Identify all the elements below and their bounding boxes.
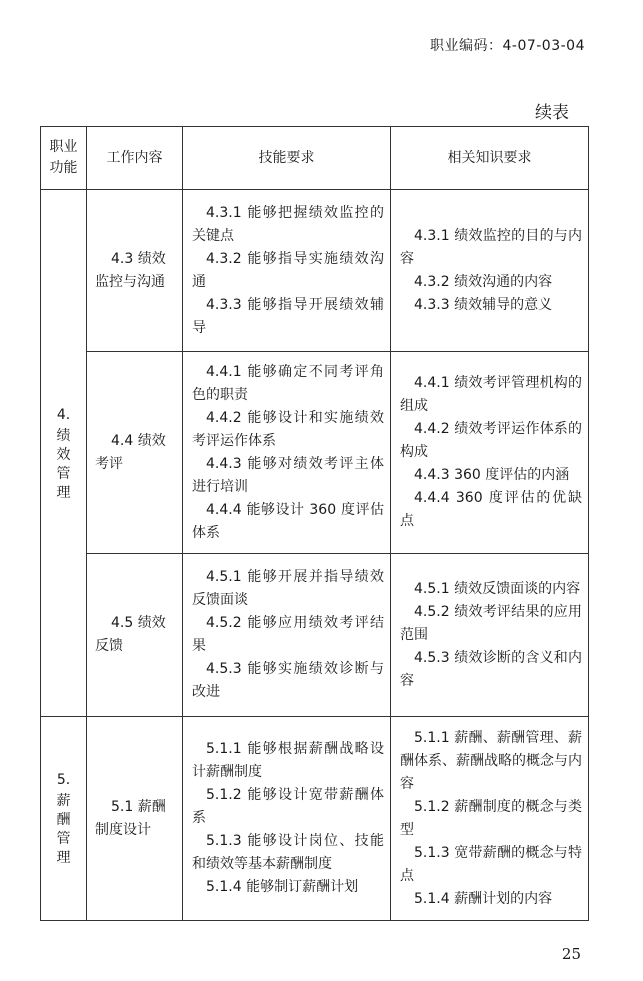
- continued-label: 续表: [535, 103, 569, 123]
- table-row: [41, 352, 589, 554]
- function-cell-5: [41, 717, 87, 921]
- skill-item: 4.4.1 能够确定不同考评角色的职责: [192, 363, 384, 403]
- knowledge-item: 4.4.2 绩效考评运作体系的构成: [400, 421, 582, 460]
- skill-item: 4.5.2 能够应用绩效考评结果: [192, 615, 384, 654]
- knowledge-item: 4.3.3 绩效辅导的意义: [414, 296, 553, 313]
- knowledge-item: 5.1.2 薪酬制度的概念与类型: [400, 798, 582, 838]
- skill-cell: [183, 352, 391, 554]
- header-knowledge-requirements: 相关知识要求: [391, 127, 589, 190]
- occupation-code: 职业编码：4-07-03-04: [429, 38, 585, 54]
- skill-item: 5.1.4 能够制订薪酬计划: [206, 879, 359, 895]
- skill-item: 5.1.3 能够设计岗位、技能和绩效等基本薪酬制度: [192, 833, 384, 872]
- skill-item: 4.4.4 能够设计 360 度评估体系: [192, 501, 384, 541]
- skill-cell: [183, 554, 391, 717]
- work-content-cell: [87, 190, 183, 352]
- knowledge-item: 4.5.3 绩效诊断的含义和内容: [400, 649, 582, 689]
- header-function-line2: 功能: [49, 160, 78, 176]
- skill-item: 4.4.2 能够设计和实施绩效考评运作体系: [192, 409, 384, 449]
- work-content-cell: [87, 352, 183, 554]
- work-label-line2: 监控与沟通: [95, 273, 165, 290]
- work-label-line2: 反馈: [95, 638, 123, 654]
- work-label-line1: 4.4 绩效: [111, 432, 166, 449]
- skill-cell: [183, 190, 391, 352]
- function-number: 4.: [56, 406, 71, 423]
- skill-item: 5.1.2 能够设计宽带薪酬体系: [192, 787, 384, 826]
- knowledge-item: 4.4.1 绩效考评管理机构的组成: [400, 375, 582, 414]
- knowledge-item: 4.4.4 360 度评估的优缺点: [400, 490, 582, 529]
- knowledge-item: 4.5.1 绩效反馈面谈的内容: [414, 580, 581, 597]
- table-header-row: [41, 127, 589, 190]
- knowledge-cell: [391, 554, 589, 717]
- skill-item: 4.4.3 能够对绩效考评主体进行培训: [192, 455, 384, 495]
- skill-standard-table: [40, 126, 589, 921]
- knowledge-item: 5.1.3 宽带薪酬的概念与特点: [400, 844, 582, 884]
- work-label-line1: 5.1 薪酬: [111, 798, 166, 815]
- function-number: 5.: [56, 772, 71, 788]
- header-work-content: 工作内容: [87, 127, 183, 190]
- knowledge-item: 4.5.2 绩效考评结果的应用范围: [400, 603, 582, 643]
- knowledge-cell: [391, 352, 589, 554]
- knowledge-item: 5.1.1 薪酬、薪酬管理、薪酬体系、薪酬战略的概念与内容: [400, 729, 582, 792]
- knowledge-item: 4.4.3 360 度评估的内涵: [414, 467, 570, 483]
- function-cell-4: [41, 190, 87, 717]
- skill-item: 4.3.2 能够指导实施绩效沟通: [192, 250, 384, 290]
- function-name: 绩效管理: [56, 427, 71, 501]
- table-row: [41, 190, 589, 352]
- knowledge-item: 5.1.4 薪酬计划的内容: [414, 890, 553, 907]
- skill-item: 4.3.1 能够把握绩效监控的关键点: [192, 204, 384, 244]
- header-skill-requirements: 技能要求: [183, 127, 391, 190]
- header-function: [41, 127, 87, 190]
- work-label-line2: 制度设计: [95, 821, 151, 838]
- knowledge-cell: [391, 717, 589, 921]
- table-row: [41, 717, 589, 921]
- work-content-cell: [87, 717, 183, 921]
- work-label-line1: 4.5 绩效: [111, 615, 166, 631]
- skill-cell: [183, 717, 391, 921]
- knowledge-item: 4.3.1 绩效监控的目的与内容: [400, 227, 582, 267]
- skill-item: 4.3.3 能够指导开展绩效辅导: [192, 296, 384, 336]
- work-label-line1: 4.3 绩效: [111, 250, 166, 267]
- page-number: 25: [561, 945, 581, 963]
- skill-item: 4.5.1 能够开展并指导绩效反馈面谈: [192, 569, 384, 608]
- work-label-line2: 考评: [95, 455, 123, 472]
- knowledge-item: 4.3.2 绩效沟通的内容: [414, 273, 553, 290]
- header-function-line1: 职业: [49, 139, 78, 155]
- work-content-cell: [87, 554, 183, 717]
- skill-item: 4.5.3 能够实施绩效诊断与改进: [192, 661, 384, 700]
- knowledge-cell: [391, 190, 589, 352]
- skill-item: 5.1.1 能够根据薪酬战略设计薪酬制度: [192, 741, 384, 780]
- table-row: [41, 554, 589, 717]
- function-name: 薪酬管理: [56, 793, 71, 866]
